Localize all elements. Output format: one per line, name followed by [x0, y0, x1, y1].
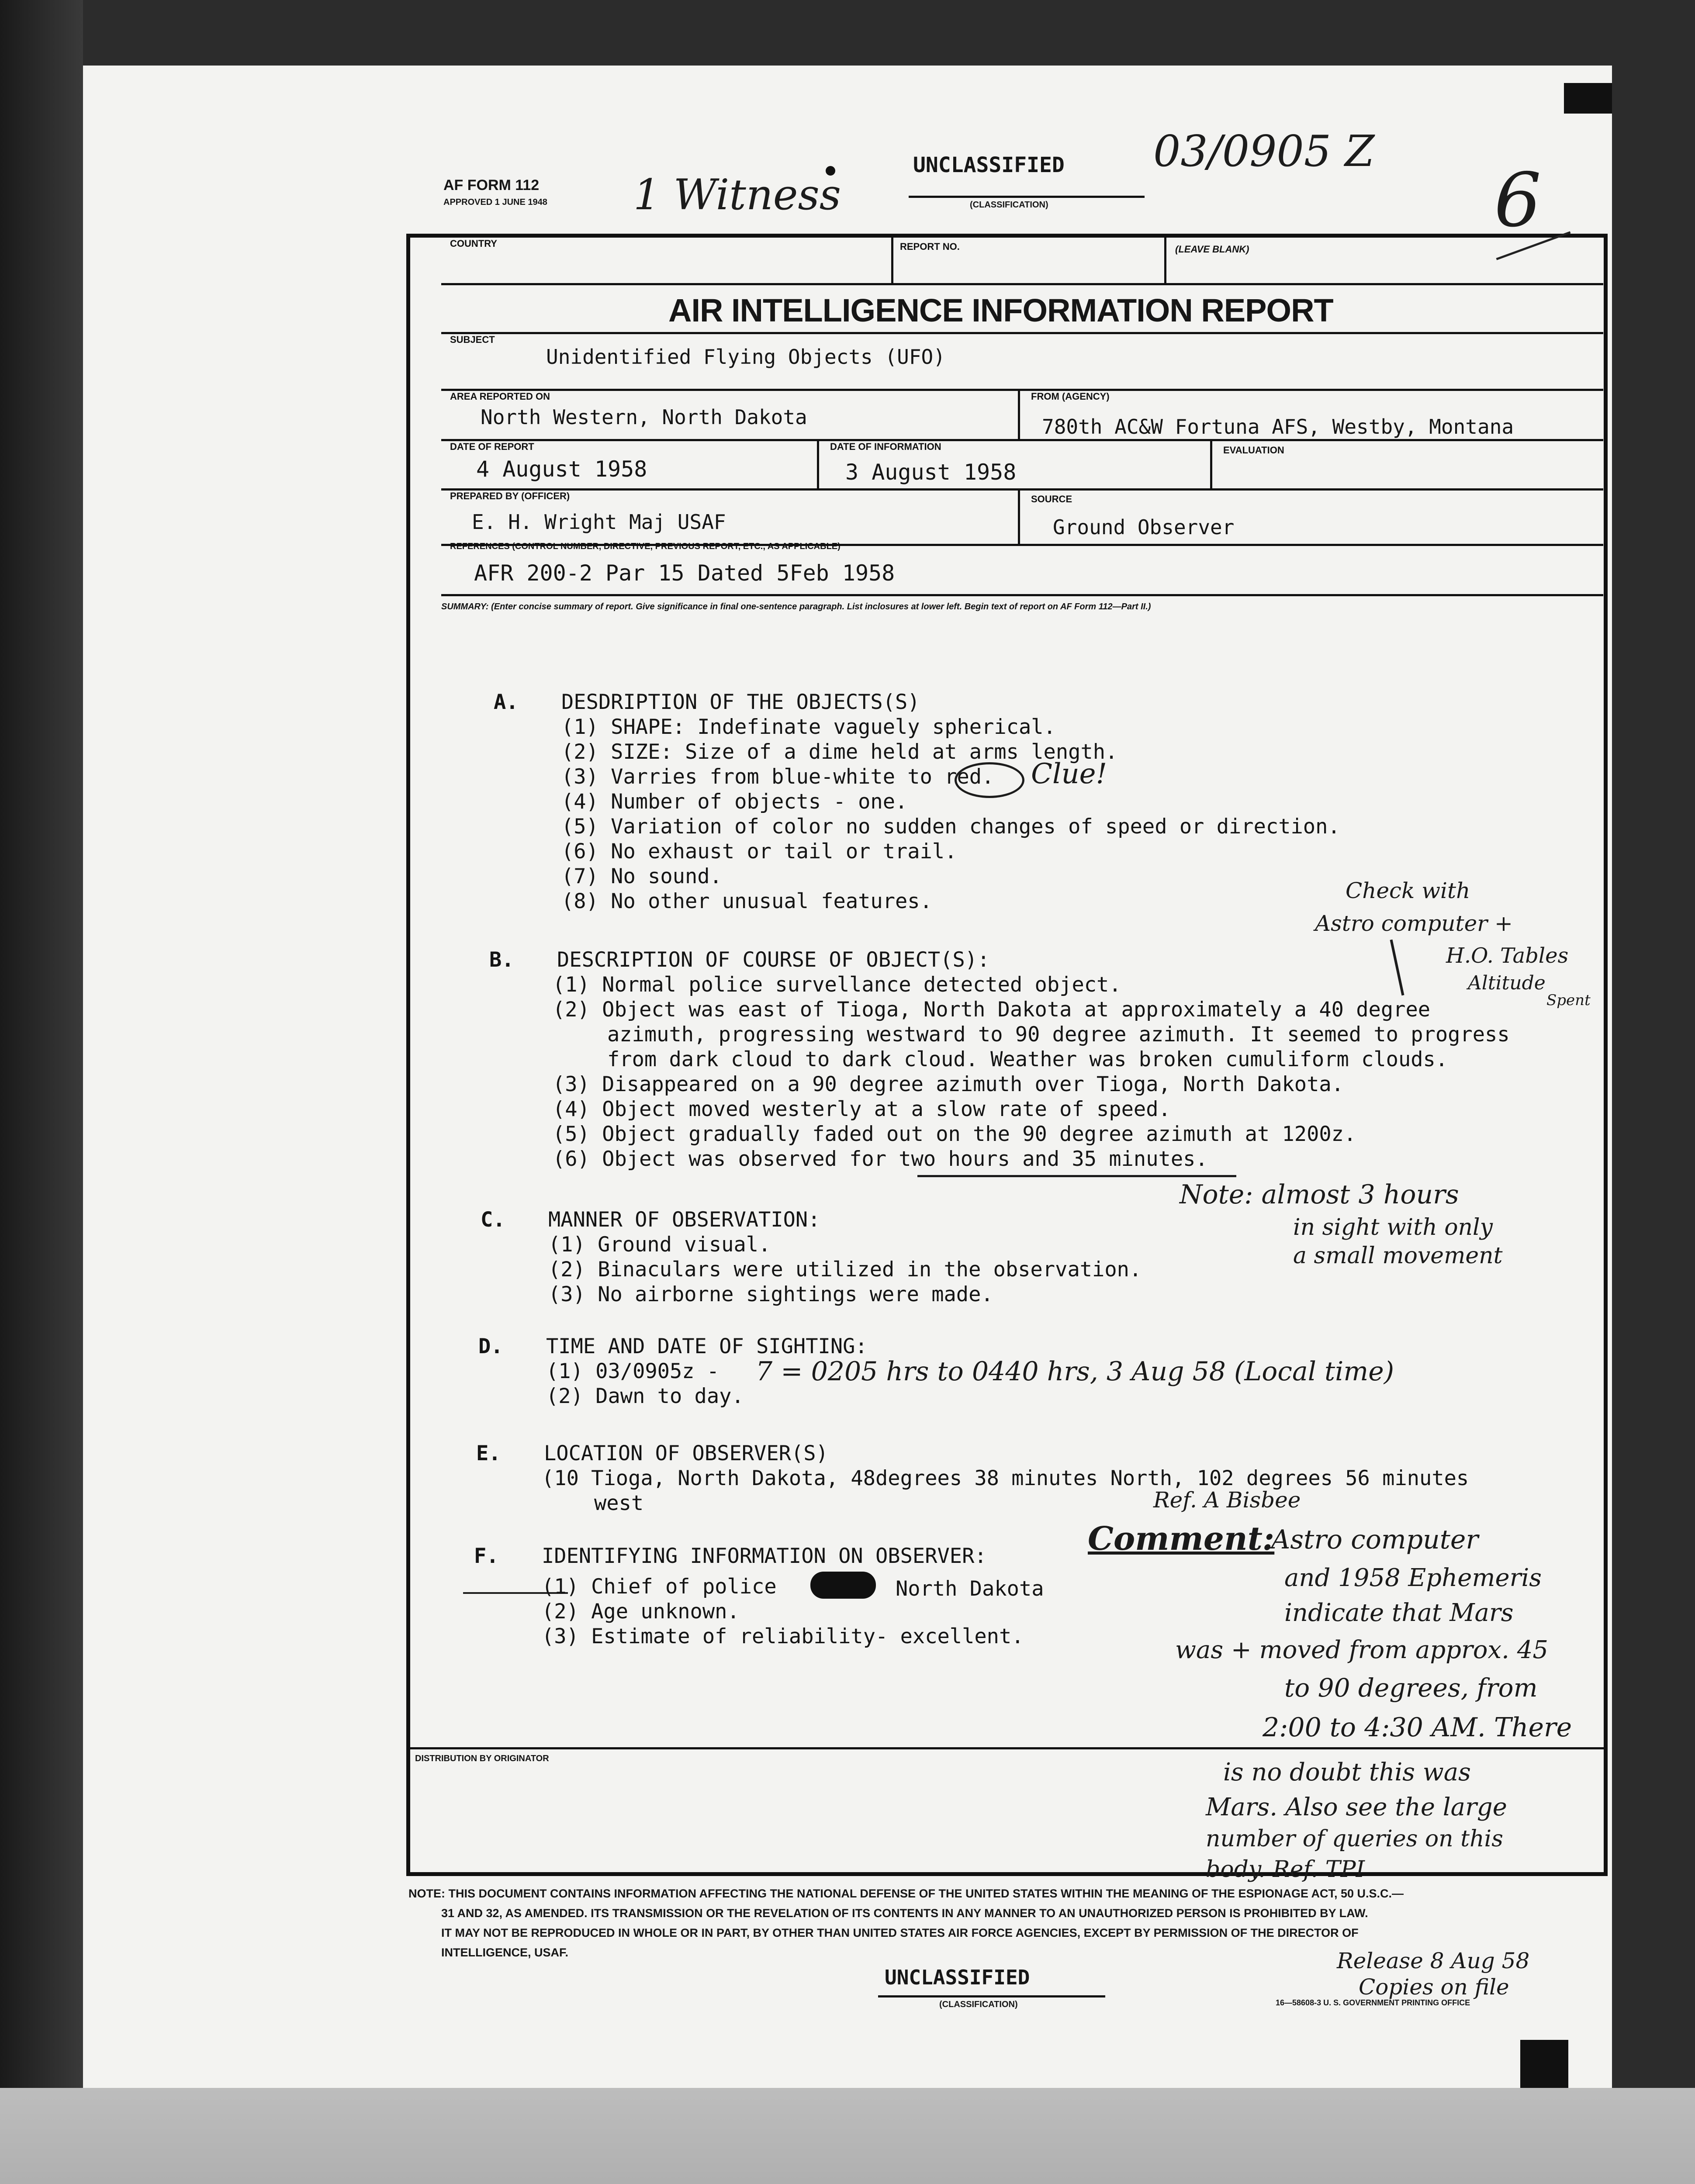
margin-note: Astro computer + [1315, 911, 1513, 936]
classification-top-rule [909, 196, 1145, 198]
ref-annotation: Ref. A Bisbee [1153, 1487, 1301, 1513]
report-title: AIR INTELLIGENCE INFORMATION REPORT [668, 292, 1333, 328]
section-e-letter: E. [476, 1441, 501, 1465]
subject-label: SUBJECT [450, 334, 495, 345]
note-annotation: in sight with only [1293, 1214, 1493, 1241]
prepared-by-value: E. H. Wright Maj USAF [472, 510, 726, 534]
date-of-report-value: 4 August 1958 [476, 456, 647, 482]
section-f-line: (2) Age unknown. [542, 1600, 740, 1624]
release-annotation: Release 8 Aug 58 [1337, 1948, 1530, 1973]
section-e-line: west [594, 1491, 644, 1515]
margin-note: Check with [1346, 878, 1470, 903]
form-id: AF FORM 112 [443, 177, 540, 194]
references-value: AFR 200-2 Par 15 Dated 5Feb 1958 [474, 560, 895, 586]
comment-label: Comment: [1088, 1520, 1275, 1558]
section-c-line: (3) No airborne sightings were made. [548, 1282, 993, 1306]
section-b-line: (4) Object moved westerly at a slow rate of speed. [553, 1097, 1171, 1121]
section-c-letter: C. [481, 1208, 505, 1232]
country-label: COUNTRY [450, 238, 497, 249]
corner-mark-top [1564, 83, 1612, 114]
section-a-line: (2) SIZE: Size of a dime held at arms length. [561, 740, 1118, 764]
duration-underline [917, 1175, 1236, 1177]
section-b-line: from dark cloud to dark cloud. Weather was broken cumuliform clouds. [607, 1047, 1448, 1071]
printing-office: 16—58608-3 U. S. GOVERNMENT PRINTING OFFICE [1276, 1998, 1470, 2007]
source-value: Ground Observer [1053, 515, 1235, 539]
rule [441, 439, 1603, 441]
comment-line: 2:00 to 4:30 AM. There [1263, 1712, 1572, 1743]
redaction-block [810, 1572, 876, 1599]
scan-edge [0, 0, 83, 2088]
divider [1164, 236, 1166, 284]
section-b-letter: B. [489, 948, 514, 972]
prepared-by-label: PREPARED BY (OFFICER) [450, 491, 570, 501]
corner-mark-bottom [1520, 2040, 1568, 2088]
section-d-line: (1) 03/0905z - [546, 1359, 720, 1383]
section-f-line: North Dakota [896, 1577, 1044, 1601]
comment-line: Mars. Also see the large [1206, 1793, 1507, 1821]
note-annotation: Note: almost 3 hours [1180, 1179, 1459, 1210]
classification-top: UNCLASSIFIED [913, 153, 1065, 177]
section-f-line: (3) Estimate of reliability- excellent. [542, 1624, 1024, 1648]
handwritten-page-number: 6 [1494, 157, 1542, 244]
section-c-line: (2) Binaculars were utilized in the observation. [548, 1258, 1142, 1282]
section-f-line: (1) Chief of police [542, 1575, 777, 1599]
section-b-line: (6) Object was observed for two hours and 35 minutes. [553, 1147, 1208, 1171]
section-d-letter: D. [478, 1334, 503, 1358]
rule [441, 488, 1603, 491]
comment-line: number of queries on this [1206, 1826, 1503, 1852]
rule [441, 594, 1603, 596]
scan-background-strip [0, 2088, 1695, 2184]
section-a-line: (8) No other unusual features. [561, 889, 932, 913]
section-b-line: (3) Disappeared on a 90 degree azimuth over Tioga, North Dakota. [553, 1072, 1344, 1096]
handwritten-witness: 1 Witness [633, 170, 841, 219]
red-circle-mark [955, 762, 1024, 798]
section-b-line: (2) Object was east of Tioga, North Dakota at approximately a 40 degree [553, 998, 1431, 1022]
comment-line: body. Ref. TPI [1206, 1856, 1365, 1883]
from-label: FROM (AGENCY) [1031, 391, 1110, 402]
section-c-heading: MANNER OF OBSERVATION: [548, 1208, 820, 1232]
from-value: 780th AC&W Fortuna AFS, Westby, Montana [1042, 415, 1514, 439]
divider [817, 439, 819, 489]
notice-line: NOTE: THIS DOCUMENT CONTAINS INFORMATION AFFECTING THE NATIONAL DEFENSE OF THE UNITED STATES WITHIN THE MEANING OF THE ESPIONAGE ACT, 50 U.S.C.— [408, 1887, 1404, 1900]
references-label: REFERENCES (CONTROL NUMBER, DIRECTIVE, PREVIOUS REPORT, ETC., AS APPLICABLE) [450, 542, 841, 551]
section-a-line: (3) Varries from blue-white to red. [561, 765, 994, 789]
leave-blank-label: (LEAVE BLANK) [1175, 244, 1249, 255]
date-of-info-value: 3 August 1958 [845, 460, 1017, 485]
evaluation-label: EVALUATION [1223, 445, 1284, 456]
divider [891, 236, 893, 284]
classification-top-label: (CLASSIFICATION) [970, 200, 1048, 210]
subject-value: Unidentified Flying Objects (UFO) [546, 345, 945, 369]
report-no-label: REPORT NO. [900, 241, 960, 252]
date-of-info-label: DATE OF INFORMATION [830, 441, 941, 452]
section-f-letter: F. [474, 1544, 499, 1568]
margin-note: Spent [1546, 992, 1591, 1009]
section-a-line: (1) SHAPE: Indefinate vaguely spherical. [561, 715, 1056, 739]
section-b-heading: DESCRIPTION OF COURSE OF OBJECT(S): [557, 948, 990, 972]
section-e-line: (10 Tioga, North Dakota, 48degrees 38 minutes North, 102 degrees 56 minutes [542, 1466, 1469, 1490]
area-label: AREA REPORTED ON [450, 391, 550, 402]
section-a-heading: DESDRIPTION OF THE OBJECTS(S) [561, 690, 920, 714]
section-b-line: (1) Normal police survellance detected object. [553, 973, 1121, 997]
date-of-report-label: DATE OF REPORT [450, 441, 534, 452]
rule [441, 389, 1603, 391]
classification-bottom-rule [878, 1995, 1105, 1997]
area-value: North Western, North Dakota [481, 405, 807, 429]
rule [441, 332, 1603, 334]
margin-note: H.O. Tables [1446, 943, 1569, 968]
notice-line: 31 AND 32, AS AMENDED. ITS TRANSMISSION OR THE REVELATION OF ITS CONTENTS IN ANY MANNER TO AN UNAUTHORIZED PERSON IS PROHIBITED BY LAW. [441, 1907, 1368, 1920]
section-a-line: (4) Number of objects - one. [561, 790, 908, 814]
section-a-line: (5) Variation of color no sudden changes of speed or direction. [561, 815, 1340, 839]
distribution-label: DISTRIBUTION BY ORIGINATOR [415, 1754, 549, 1763]
form-approved: APPROVED 1 JUNE 1948 [443, 197, 547, 207]
clue-annotation: Clue! [1031, 758, 1107, 790]
comment-line: and 1958 Ephemeris [1284, 1564, 1542, 1592]
classification-bottom: UNCLASSIFIED [885, 1966, 1030, 1989]
handwritten-ref: 03/0905 Z [1153, 127, 1375, 176]
copies-annotation: Copies on file [1359, 1974, 1509, 2000]
rule [441, 283, 1603, 285]
margin-note: Altitude [1468, 972, 1546, 994]
rule [408, 1747, 1605, 1749]
summary-label: SUMMARY: (Enter concise summary of report. Give significance in final one-sentence paragraph. List inclosures at lower left. Begin text of report on AF Form 112—Part II.) [441, 602, 1151, 612]
divider [1018, 389, 1020, 440]
notice-line: IT MAY NOT BE REPRODUCED IN WHOLE OR IN PART, BY OTHER THAN UNITED STATES AIR FORCE AGENCIES, EXCEPT BY PERMISSION OF THE DIRECTOR OF [441, 1926, 1359, 1939]
section-c-line: (1) Ground visual. [548, 1233, 771, 1257]
section-a-letter: A. [494, 690, 519, 714]
note-annotation: a small movement [1293, 1243, 1503, 1269]
section-e-heading: LOCATION OF OBSERVER(S) [544, 1441, 828, 1465]
section-f-heading: IDENTIFYING INFORMATION ON OBSERVER: [542, 1544, 987, 1568]
notice-line: INTELLIGENCE, USAF. [441, 1946, 569, 1959]
section-d-line: (2) Dawn to day. [546, 1384, 744, 1408]
time-annotation: 7 = 0205 hrs to 0440 hrs, 3 Aug 58 (Local time) [756, 1356, 1394, 1387]
comment-line: was + moved from approx. 45 [1175, 1636, 1548, 1664]
divider [1018, 488, 1020, 545]
comment-line: Astro computer [1271, 1524, 1479, 1555]
classification-bottom-label: (CLASSIFICATION) [939, 2000, 1018, 2009]
section-b-line: (5) Object gradually faded out on the 90 degree azimuth at 1200z. [553, 1122, 1356, 1146]
divider [1210, 439, 1212, 489]
comment-line: to 90 degrees, from [1284, 1673, 1538, 1703]
section-a-line: (7) No sound. [561, 864, 722, 888]
section-a-line: (6) No exhaust or tail or trail. [561, 840, 957, 864]
source-label: SOURCE [1031, 494, 1072, 505]
section-b-line: azimuth, progressing westward to 90 degree azimuth. It seemed to progress [607, 1023, 1510, 1047]
section-d-heading: TIME AND DATE OF SIGHTING: [546, 1334, 868, 1358]
comment-line: indicate that Mars [1284, 1599, 1514, 1627]
comment-line: is no doubt this was [1223, 1758, 1471, 1787]
